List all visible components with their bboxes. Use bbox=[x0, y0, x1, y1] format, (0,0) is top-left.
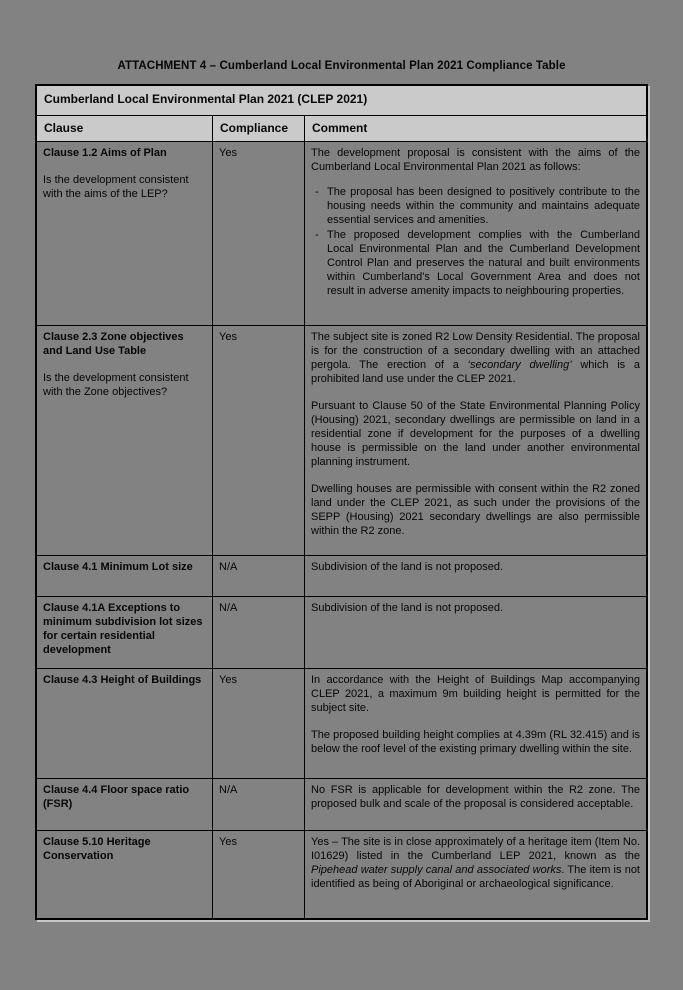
comment-text: . The item is not identified as being of Aboriginal or archaeological significance. bbox=[311, 864, 640, 890]
comment-cell bbox=[305, 142, 646, 325]
comment-paragraph: Subdivision of the land is not proposed. bbox=[311, 602, 504, 614]
comment-paragraph: Dwelling houses are permissible with consent within the R2 zoned land under the CLEP 2021, as such under the provisions of the SEPP (Housing) 2021 secondary dwellings are also permissible within the R2 zone. bbox=[311, 483, 640, 537]
comment-bullet-list bbox=[311, 185, 640, 298]
comment-text: which is a prohibited land use under the CLEP 2021. bbox=[311, 359, 640, 385]
comment-paragraph: No FSR is applicable for development within the R2 zone. The proposed bulk and scale of the proposal is considered acceptable. bbox=[311, 784, 640, 810]
comment-paragraph bbox=[311, 330, 640, 386]
compliance-cell: Yes bbox=[213, 142, 305, 325]
clause-cell bbox=[37, 779, 213, 830]
comment-paragraph: In accordance with the Height of Buildings Map accompanying CLEP 2021, a maximum 9m building height is permitted for the subject site. bbox=[311, 674, 640, 714]
comment-paragraph: The proposed building height complies at 4.39m (RL 32.415) and is below the roof level of the existing primary dwelling within the site. bbox=[311, 729, 640, 755]
clause-cell bbox=[37, 831, 213, 918]
col-header-compliance: Compliance bbox=[213, 116, 305, 141]
table-row-clause-4-1 bbox=[37, 555, 646, 596]
clause-title: Clause 1.2 Aims of Plan bbox=[43, 147, 167, 159]
comment-italic-text: Pipehead water supply canal and associated works bbox=[311, 864, 562, 876]
comment-cell bbox=[305, 831, 646, 918]
clause-cell bbox=[37, 556, 213, 596]
table-row-clause-1-2 bbox=[37, 141, 646, 325]
comment-cell bbox=[305, 556, 646, 596]
comment-cell bbox=[305, 669, 646, 778]
compliance-cell: N/A bbox=[213, 779, 305, 830]
page-title: ATTACHMENT 4 – Cumberland Local Environmental Plan 2021 Compliance Table bbox=[117, 60, 566, 72]
clause-title: Clause 5.10 Heritage Conservation bbox=[43, 836, 151, 862]
compliance-table bbox=[35, 84, 648, 920]
comment-cell bbox=[305, 597, 646, 668]
comment-cell bbox=[305, 326, 646, 555]
clause-cell bbox=[37, 326, 213, 555]
compliance-cell: Yes bbox=[213, 669, 305, 778]
comment-paragraph: Pursuant to Clause 50 of the State Environmental Planning Policy (Housing) 2021, secondary dwellings are permissible on land in a residential zone if development for the purposes of a dwelling house is permissible on the land under another environmental planning instrument. bbox=[311, 400, 640, 468]
clause-title: Clause 2.3 Zone objectives and Land Use Table bbox=[43, 331, 184, 357]
comment-paragraph: Subdivision of the land is not proposed. bbox=[311, 561, 504, 573]
bullet-marker: - bbox=[315, 186, 319, 198]
bullet-text: The proposed development complies with the Cumberland Local Environmental Plan and the Cumberland Development Control Plan and preserves the natural and built environments within Cumberland's Local Government Area and does not result in adverse amenity impacts to neighbouring properties. bbox=[327, 229, 640, 297]
bullet-item bbox=[311, 228, 640, 298]
table-title: Cumberland Local Environmental Plan 2021 (CLEP 2021) bbox=[44, 92, 368, 106]
clause-title: Clause 4.1A Exceptions to minimum subdivision lot sizes for certain residential development bbox=[43, 602, 203, 656]
table-row-clause-4-3 bbox=[37, 668, 646, 778]
comment-cell bbox=[305, 779, 646, 830]
col-header-comment: Comment bbox=[312, 121, 368, 135]
clause-cell bbox=[37, 597, 213, 668]
clause-title: Clause 4.3 Height of Buildings bbox=[43, 674, 202, 686]
table-row-clause-4-1a bbox=[37, 596, 646, 668]
comment-paragraph bbox=[311, 835, 640, 891]
comment-text: The subject site is zoned R2 Low Density Residential. The proposal is for the construction of a secondary dwelling with an attached pergola. The erection of a bbox=[311, 331, 640, 371]
table-row-clause-2-3 bbox=[37, 325, 646, 555]
comment-paragraph: The development proposal is consistent with the aims of the Cumberland Local Environmental Plan 2021 as follows: bbox=[311, 147, 640, 173]
clause-title: Clause 4.1 Minimum Lot size bbox=[43, 561, 193, 573]
bullet-text: The proposal has been designed to positively contribute to the housing needs within the community and maintains adequate essential services and amenities. bbox=[327, 186, 640, 226]
table-row-clause-5-10 bbox=[37, 830, 646, 918]
table-title-row bbox=[37, 86, 646, 115]
table-row-clause-4-4 bbox=[37, 778, 646, 830]
bullet-marker: - bbox=[315, 229, 319, 241]
col-header-clause: Clause bbox=[37, 116, 213, 141]
compliance-cell: Yes bbox=[213, 831, 305, 918]
comment-text: Yes – The site is in close approximately of a heritage item (Item No. I01629) listed in the Cumberland LEP 2021, known as the bbox=[311, 836, 640, 862]
column-header-row bbox=[37, 115, 646, 141]
clause-cell bbox=[37, 142, 213, 325]
clause-question: Is the development consistent with the aims of the LEP? bbox=[43, 174, 189, 200]
bullet-item bbox=[311, 185, 640, 227]
compliance-cell: N/A bbox=[213, 556, 305, 596]
clause-title: Clause 4.4 Floor space ratio (FSR) bbox=[43, 784, 190, 810]
clause-question: Is the development consistent with the Zone objectives? bbox=[43, 372, 189, 398]
compliance-cell: N/A bbox=[213, 597, 305, 668]
compliance-cell: Yes bbox=[213, 326, 305, 555]
comment-italic-text: ‘secondary dwelling’ bbox=[467, 359, 572, 371]
clause-cell bbox=[37, 669, 213, 778]
